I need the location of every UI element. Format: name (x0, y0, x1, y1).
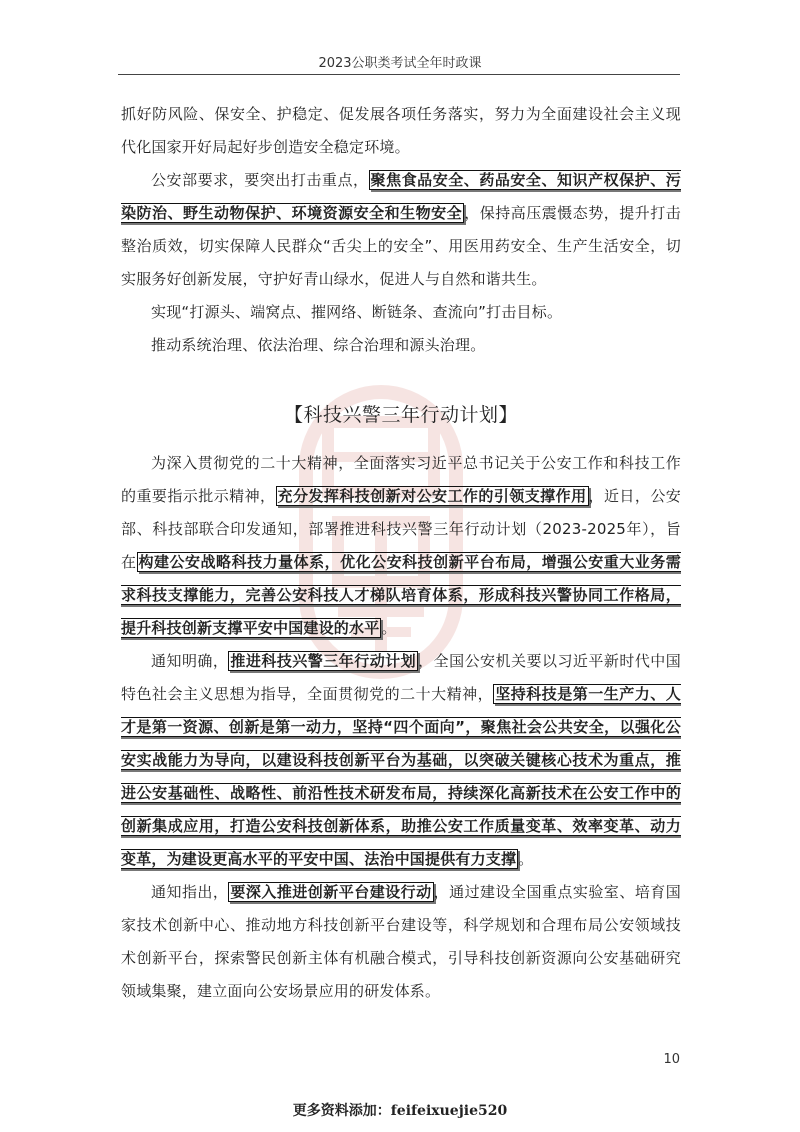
block-public-security (121, 98, 681, 362)
page-header: 2023公职类考试全年时政课 (318, 56, 482, 71)
highlighted-text: 充分发挥科技创新对公安工作的引领支撑作用 (277, 487, 587, 505)
highlighted-text: 推进科技兴警三年行动计划 (230, 652, 417, 670)
paragraph: 实现“打源头、端窝点、摧网络、断链条、查流向”打击目标。 (151, 303, 563, 321)
highlighted-text: 构建公安战略科技力量体系，优化公安科技创新平台布局，增强公安重大业务需求科技支撑能力，完善公安科技人才梯队培育体系，形成科技兴警协同工作格局，提升科技创新支撑平安中国建设的水平 (121, 553, 681, 637)
text-run: ，通过建设全国重点实验室、培育国家技术创新中心、推动地方科技创新平台建设等，科学规划和合理布局公安领域技术创新平台，探索警民创新主体有机融合模式，引导科技创新资源向公安基础研究领域集聚，建立面向公安场景应用的研发体系。 (121, 883, 681, 1000)
highlighted-text: 坚持科技是第一生产力、人才是第一资源、创新是第一动力，坚持“四个面向”，聚焦社会公共安全，以强化公安实战能力为导向，以建设科技创新平台为基础，以突破关键核心技术为重点，推进公安基础性、战略性、前沿性技术研发布局，持续深化高新技术在公安工作中的创新集成应用，打造公安科技创新体系，助推公安工作质量变革、效率变革、动力变革，为建设更高水平的平安中国、法治中国提供有力支撑 (121, 685, 681, 868)
paragraph (121, 164, 681, 296)
paragraph (121, 447, 681, 645)
header-rule (118, 74, 680, 75)
text-run: 。 (381, 619, 397, 637)
text-run: 。 (518, 850, 534, 868)
text-run: ，全国公安机关要以习近平新时代中国特色社会主义思想为指导，全面贯彻党的二十大精神， (121, 652, 681, 703)
footer-note: 更多资料添加：feifeixuejie520 (292, 1103, 508, 1119)
paragraph (121, 876, 681, 1008)
text-run: 通知指出， (151, 883, 229, 901)
page-number: 10 (663, 1052, 680, 1067)
text-run: ，近日，公安部、科技部联合印发通知，部署推进科技兴警三年行动计划（2023-2025年），旨在 (121, 487, 681, 571)
highlighted-text: 要深入推进创新平台建设行动 (230, 883, 432, 901)
paragraph: 推动系统治理、依法治理、综合治理和源头治理。 (151, 336, 486, 354)
block-tech-plan (121, 395, 681, 1008)
highlighted-text: 聚焦食品安全、药品安全、知识产权保护、污染防治、野生动物保护、环境资源安全和生物安全 (121, 171, 681, 222)
section-title: 【科技兴警三年行动计划】 (283, 404, 518, 426)
text-run: 公安部要求，要突出打击重点， (151, 171, 369, 189)
text-run: ，保持高压震慑态势，提升打击整治质效，切实保障人民群众“舌尖上的安全”、用医用药安全、生产生活安全，切实服务好创新发展，守护好青山绿水，促进人与自然和谐共生。 (121, 204, 681, 288)
paragraph (121, 645, 681, 876)
text-run: 通知明确， (151, 652, 229, 670)
paragraph: 抓好防风险、保安全、护稳定、促发展各项任务落实，努力为全面建设社会主义现代化国家开好局起好步创造安全稳定环境。 (121, 105, 681, 156)
text-run: 为深入贯彻党的二十大精神，全面落实习近平总书记关于公安工作和科技工作的重要指示批示精神， (121, 454, 681, 505)
